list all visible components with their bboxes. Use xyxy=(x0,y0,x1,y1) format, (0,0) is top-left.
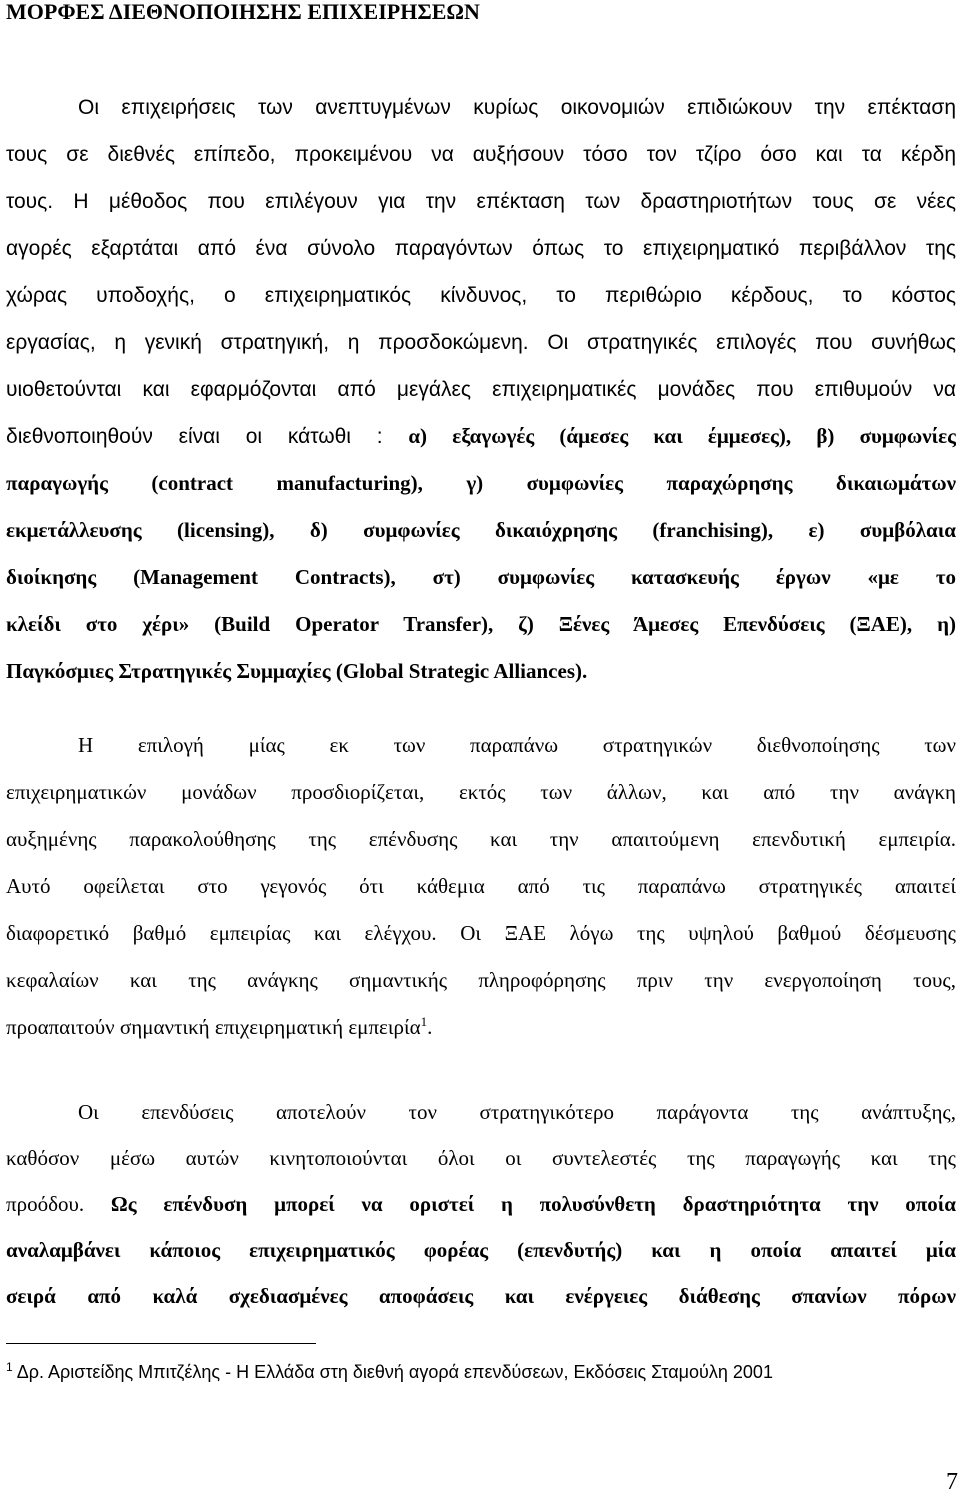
paragraph-1-line xyxy=(6,413,956,460)
paragraph-1-line: αγορές εξαρτάται από ένα σύνολο παραγόντων όπως το επιχειρηματικό περιβάλλον της xyxy=(6,237,956,260)
paragraph-1-line: υιοθετούνται και εφαρμόζονται από μεγάλες επιχειρηματικές μονάδες που επιθυμούν να xyxy=(6,378,956,401)
paragraph-3-line: Οι επενδύσεις αποτελούν τον στρατηγικότερο παράγοντα της ανάπτυξης, xyxy=(78,1100,956,1124)
paragraph-2-period: . xyxy=(427,1015,433,1039)
paragraph-3-line: καθόσον μέσω αυτών κινητοποιούνται όλοι οι συντελεστές της παραγωγής και της xyxy=(6,1146,956,1170)
footnote-reference[interactable]: 1 xyxy=(420,1014,428,1029)
paragraph-1-bold-line: παραγωγής (contract manufacturing), γ) συμφωνίες παραχώρησης δικαιωμάτων xyxy=(6,471,956,495)
paragraph-3-line xyxy=(6,1181,956,1227)
paragraph-2-line: Η επιλογή μίας εκ των παραπάνω στρατηγικών διεθνοποίησης των xyxy=(78,733,956,757)
paragraph-2-line: κεφαλαίων και της ανάγκης σημαντικής πληροφόρησης πριν την ενεργοποίηση τους, xyxy=(6,968,956,992)
paragraph-3-bold-text: Ως επένδυση μπορεί να οριστεί η πολυσύνθετη δραστηριότητα την οποία xyxy=(110,1192,956,1216)
paragraph-3-bold-line: αναλαμβάνει κάποιος επιχειρηματικός φορέας (επενδυτής) και η οποία απαιτεί μία xyxy=(6,1238,956,1262)
paragraph-2-line: διαφορετικό βαθμό εμπειρίας και ελέγχου. Οι ΞΑΕ λόγω της υψηλού βαθμού δέσμευσης xyxy=(6,921,956,945)
document-title: ΜΟΡΦΕΣ ΔΙΕΘΝΟΠΟΙΗΣΗΣ ΕΠΙΧΕΙΡΗΣΕΩΝ xyxy=(6,0,480,24)
page-number: 7 xyxy=(946,1469,958,1495)
footnote xyxy=(6,1360,773,1384)
paragraph-1-bold-line: Παγκόσμιες Στρατηγικές Συμμαχίες (Global Strategic Alliances). xyxy=(6,659,588,683)
paragraph-2-line: επιχειρηματικών μονάδων προσδιορίζεται, εκτός των άλλων, και από την ανάγκη xyxy=(6,780,956,804)
paragraph-1-plain-text: διεθνοποιηθούν είναι οι κάτωθι : xyxy=(6,425,409,448)
paragraph-1-line: εργασίας, η γενική στρατηγική, η προσδοκώμενη. Οι στρατηγικές επιλογές που συνήθως xyxy=(6,331,956,354)
paragraph-3-bold-line: σειρά από καλά σχεδιασμένες αποφάσεις και ενέργειες διάθεσης σπανίων πόρων xyxy=(6,1284,956,1308)
paragraph-1 xyxy=(6,84,956,695)
paragraph-1-bold-line: διοίκησης (Management Contracts), στ) συμφωνίες κατασκευής έργων «με το xyxy=(6,565,956,589)
paragraph-1-bold-text: α) εξαγωγές (άμεσες και έμμεσες), β) συμφωνίες xyxy=(408,424,956,448)
paragraph-1-line: Οι επιχειρήσεις των ανεπτυγμένων κυρίως οικονομιών επιδιώκουν την επέκταση xyxy=(78,96,956,119)
paragraph-1-line: τους. Η μέθοδος που επιλέγουν για την επέκταση των δραστηριοτήτων τους σε νέες xyxy=(6,190,956,213)
footnote-text: Δρ. Αριστείδης Μπιτζέλης - Η Ελλάδα στη διεθνή αγορά επενδύσεων, Εκδόσεις Σταμούλη 2001 xyxy=(12,1362,773,1382)
paragraph-1-bold-line: κλείδι στο χέρι» (Build Operator Transfer), ζ) Ξένες Άμεσες Επενδύσεις (ΞΑΕ), η) xyxy=(6,612,956,636)
paragraph-2-line: αυξημένης παρακολούθησης της επένδυσης και την απαιτούμενη επενδυτική εμπειρία. xyxy=(6,827,956,851)
paragraph-3 xyxy=(6,1089,956,1319)
footnote-separator xyxy=(6,1343,316,1344)
footnote-marker: 1 xyxy=(6,1360,13,1374)
paragraph-1-line: τους σε διεθνές επίπεδο, προκειμένου να αυξήσουν τόσο τον τζίρο όσο και τα κέρδη xyxy=(6,143,956,166)
paragraph-1-line: χώρας υποδοχής, ο επιχειρηματικός κίνδυνος, το περιθώριο κέρδους, το κόστος xyxy=(6,284,956,307)
paragraph-2-line: Αυτό οφείλεται στο γεγονός ότι κάθεμια από τις παραπάνω στρατηγικές απαιτεί xyxy=(6,874,956,898)
paragraph-2-last-text: προαπαιτούν σημαντική επιχειρηματική εμπειρία xyxy=(6,1015,421,1039)
paragraph-2 xyxy=(6,722,956,1051)
paragraph-2-line xyxy=(6,1004,956,1051)
paragraph-1-bold-line: εκμετάλλευσης (licensing), δ) συμφωνίες δικαιόχρησης (franchising), ε) συμβόλαια xyxy=(6,518,956,542)
paragraph-3-plain-text: προόδου. xyxy=(6,1192,111,1216)
